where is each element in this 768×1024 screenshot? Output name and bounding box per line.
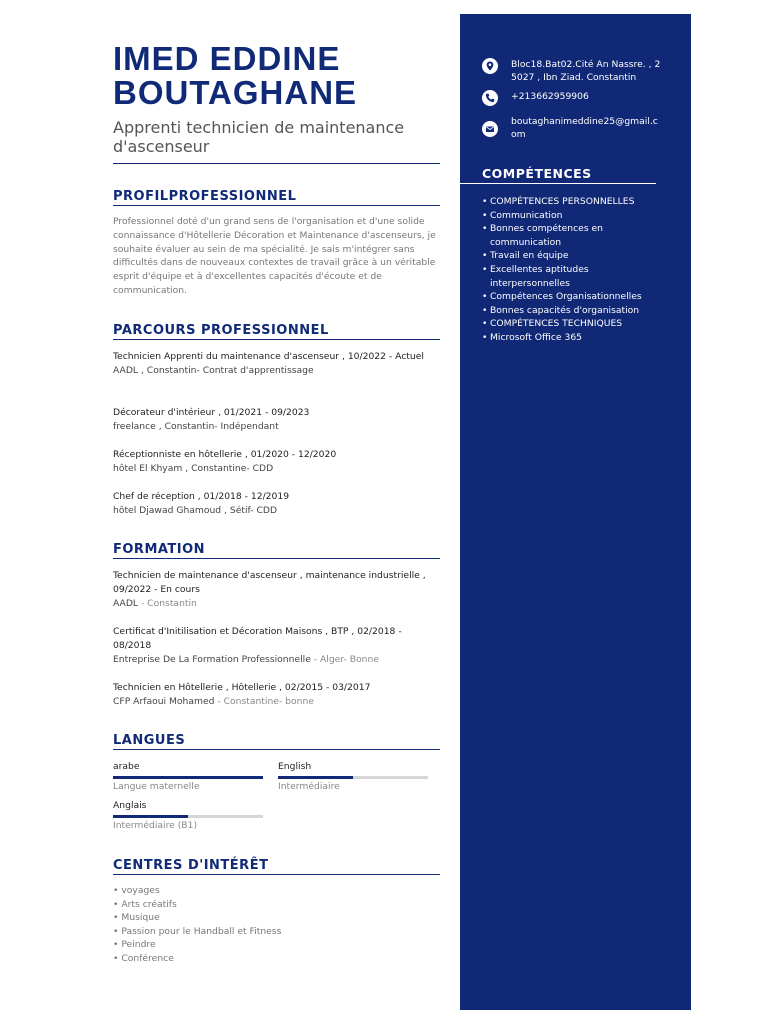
experience-title: Chef de réception , 01/2018 - 12/2019 — [113, 491, 290, 502]
skill-item: • Excellentes aptitudes interpersonnelles — [482, 263, 662, 290]
language-level: Intermédiaire (B1) — [113, 820, 198, 831]
contact-email — [482, 115, 661, 141]
language-level: Intermédiaire — [278, 781, 340, 792]
experience-employer: hôtel Djawad Ghamoud , Sétif- CDD — [113, 504, 278, 516]
skill-item: • COMPÉTENCES TECHNIQUES — [482, 317, 662, 331]
language-bar-fill — [113, 776, 263, 779]
education-place: - Alger- Bonne — [310, 653, 379, 665]
profile-heading: PROFILPROFESSIONNEL — [113, 189, 297, 204]
skill-item: • Bonnes capacités d'organisation — [482, 304, 662, 318]
skills-divider — [460, 183, 656, 184]
skills-heading: COMPÉTENCES — [482, 166, 592, 181]
experience-item — [113, 406, 439, 434]
skill-item: • COMPÉTENCES PERSONNELLES — [482, 195, 662, 209]
education-school: CFP Arfaoui Mohamed — [113, 695, 215, 707]
education-title: Certificat d'Initilisation et Décoration Maisons , BTP , 02/2018 - 08/2018 — [113, 626, 402, 651]
email-text[interactable]: boutaghanimeddine25@gmail.com — [511, 116, 658, 140]
language-name: arabe — [113, 761, 140, 772]
education-school: Entreprise De La Formation Professionnelle — [113, 653, 311, 665]
language-name: English — [278, 761, 312, 772]
languages-heading: LANGUES — [113, 733, 186, 748]
contact-phone — [482, 90, 661, 106]
interests-divider — [113, 874, 440, 875]
interest-item: • Musique — [113, 911, 281, 925]
experience-item — [113, 350, 439, 378]
education-divider — [113, 558, 440, 559]
skills-list — [482, 195, 662, 345]
language-name: Anglais — [113, 800, 147, 811]
interest-item: • Conférence — [113, 952, 281, 966]
experience-title: Technicien Apprenti du maintenance d'ascenseur , 10/2022 - Actuel — [113, 351, 424, 362]
education-item — [113, 681, 439, 709]
education-heading: FORMATION — [113, 542, 206, 557]
education-title: Technicien de maintenance d'ascenseur , maintenance industrielle , 09/2022 - En cours — [113, 570, 426, 595]
contact-address — [482, 58, 661, 84]
address-text: Bloc18.Bat02.Cité An Nassre. , 25027 , Ibn Ziad. Constantin — [511, 59, 661, 83]
job-title: Apprenti technicien de maintenance d'ascenseur — [113, 118, 405, 156]
header-divider — [113, 163, 440, 164]
experience-employer: AADL , Constantin- Contrat d'apprentissage — [113, 364, 314, 376]
skill-item: • Travail en équipe — [482, 249, 662, 263]
education-item — [113, 569, 439, 610]
interests-list — [113, 884, 281, 966]
skill-item: • Communication — [482, 209, 662, 223]
education-title: Technicien en Hôtellerie , Hôtellerie , 02/2015 - 03/2017 — [113, 682, 371, 693]
education-place: - Constantin — [138, 597, 197, 609]
education-school: AADL — [113, 597, 139, 609]
experience-title: Réceptionniste en hôtellerie , 01/2020 - 12/2020 — [113, 449, 337, 460]
skill-item: • Compétences Organisationnelles — [482, 290, 662, 304]
candidate-name: IMED EDDINE BOUTAGHANE — [113, 40, 358, 111]
education-item — [113, 625, 439, 666]
location-icon — [482, 58, 498, 74]
languages-divider — [113, 749, 440, 750]
skill-item: • Bonnes compétences en communication — [482, 222, 662, 249]
experience-item — [113, 490, 439, 518]
sidebar-panel — [460, 14, 691, 1010]
profile-divider — [113, 205, 440, 206]
skill-item: • Microsoft Office 365 — [482, 331, 662, 345]
experience-title: Décorateur d'intérieur , 01/2021 - 09/2023 — [113, 407, 310, 418]
interests-heading: CENTRES D'INTÉRÊT — [113, 858, 269, 873]
interest-item: • voyages — [113, 884, 281, 898]
language-bar-fill — [113, 815, 188, 818]
experience-item — [113, 448, 439, 476]
profile-text: Professionnel doté d'un grand sens de l'organisation et d'une solide connaissance d'Hôtellerie Décoration et Maintenance d'ascenseurs, je souhaite évaluer au sein de ma spécialité. Je sais m'intégrer sans difficultés dans de nouveaux contextes de travail grâce à un véritable esprit d'équipe et à d'excellentes capacités d'écoute et de communication. — [113, 216, 436, 296]
experience-employer: hôtel El Khyam , Constantine- CDD — [113, 462, 274, 474]
education-place: - Constantine- bonne — [214, 695, 314, 707]
interest-item: • Passion pour le Handball et Fitness — [113, 925, 281, 939]
phone-text[interactable]: +213662959906 — [511, 91, 589, 102]
interest-item: • Arts créatifs — [113, 898, 281, 912]
interest-item: • Peindre — [113, 938, 281, 952]
language-bar-fill — [278, 776, 353, 779]
experience-divider — [113, 339, 440, 340]
language-level: Langue maternelle — [113, 781, 200, 792]
language-bar — [113, 776, 263, 779]
language-bar — [113, 815, 263, 818]
language-bar — [278, 776, 428, 779]
experience-employer: freelance , Constantin- Indépendant — [113, 420, 279, 432]
phone-icon — [482, 90, 498, 106]
experience-heading: PARCOURS PROFESSIONNEL — [113, 323, 329, 338]
email-icon — [482, 121, 498, 137]
